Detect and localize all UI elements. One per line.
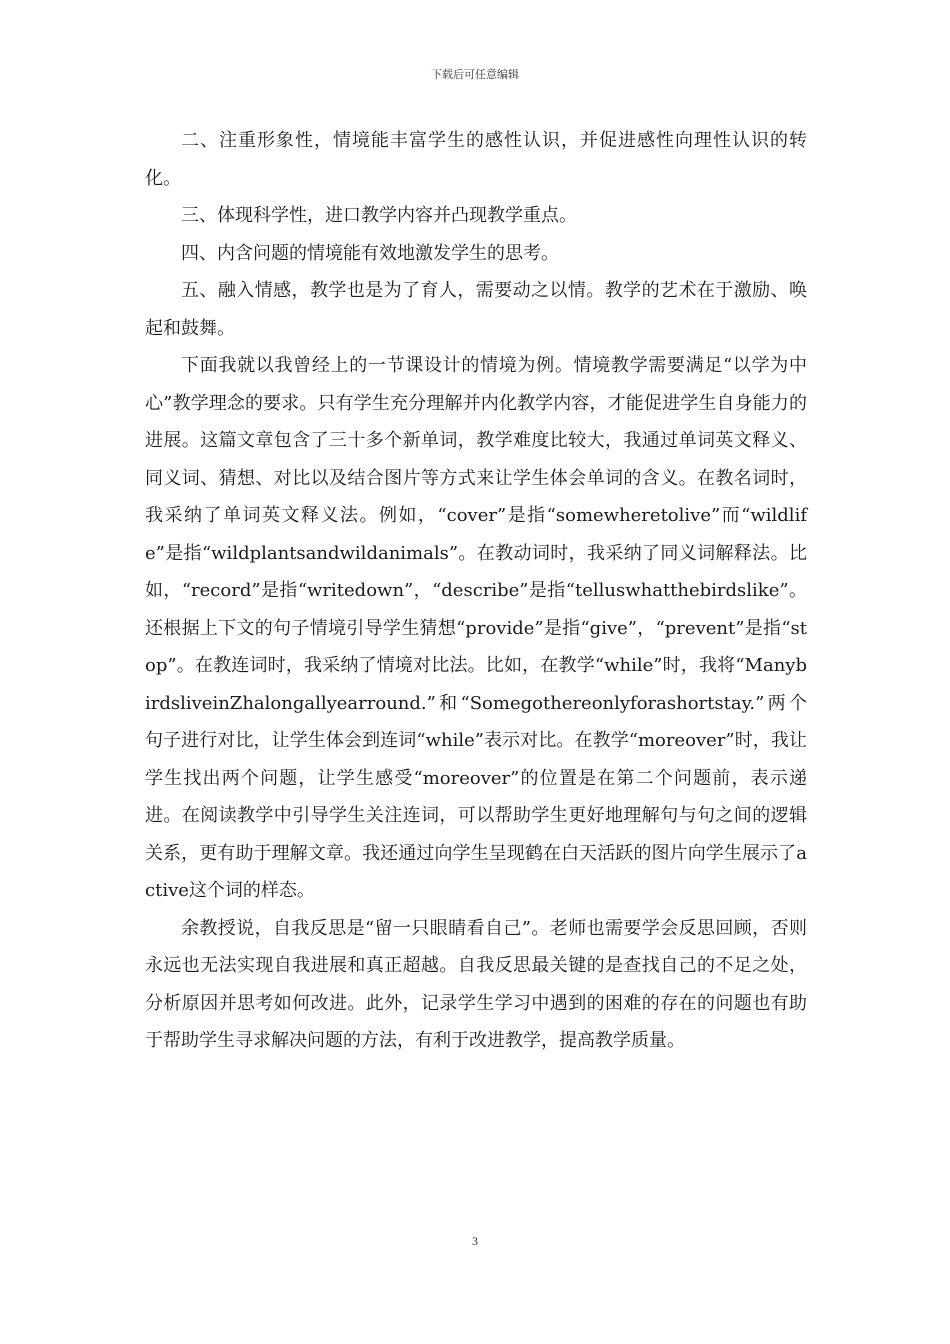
page-number: 3 — [472, 1234, 478, 1248]
paragraph-self-reflection: 余教授说，自我反思是“留一只眼睛看自己”。老师也需要学会反思回顾，否则永远也无法实现自我进展和真正超越。自我反思最关键的是查找自己的不足之处，分析原因并思考如何改进。此外，记录学生学习中遇到的困难的存在的问题也有助于帮助学生寻求解决问题的方法，有利于改进教学，提高教学质量。 — [145, 917, 807, 1051]
paragraph-point-four: 四、内含问题的情境能有效地激发学生的思考。 — [181, 242, 559, 264]
document-body — [145, 122, 807, 1060]
paragraph-point-two: 二、注重形象性，情境能丰富学生的感性认识，并促进感性向理性认识的转化。 — [145, 130, 807, 189]
paragraph-point-three: 三、体现科学性，进口教学内容并凸现教学重点。 — [181, 205, 577, 226]
paragraph-point-five: 五、融入情感，教学也是为了育人，需要动之以情。教学的艺术在于激励、唤起和鼓舞。 — [145, 280, 807, 339]
paragraph-lesson-example: 下面我就以我曾经上的一节课设计的情境为例。情境教学需要满足“以学为中心”教学理念的要求。只有学生充分理解并内化教学内容，才能促进学生自身能力的进展。这篇文章包含了三十多个新单词，教学难度比较大，我通过单词英文释义、同义词、猜想、对比以及结合图片等方式来让学生体会单词的含义。在教名词时，我采纳了单词英文释义法。例如，“cover”是指“somewheretolive”而“wildlife”是指“wildplantsandwildanimals”。在教动词时，我采纳了同义词解释法。比如，“record”是指“writedown”，“describe”是指“telluswhatthebirdslike”。还根据上下文的句子情境引导学生猜想“provide”是指“give”，“prevent”是指“stop”。在教连词时，我采纳了情境对比法。比如，在教学“while”时，我将“ManybirdsliveinZhalongallyearround.”和“Somegothereonlyforashortstay.”两个句子进行对比，让学生体会到连词“while”表示对比。在教学“moreover”时，我让学生找出两个问题，让学生感受“moreover”的位置是在第二个问题前，表示递进。在阅读教学中引导学生关注连词，可以帮助学生更好地理解句与句之间的逻辑关系，更有助于理解文章。我还通过向学生呈现鹤在白天活跃的图片向学生展示了active这个词的样态。 — [145, 355, 807, 901]
page-header: 下载后可任意编辑 — [431, 68, 519, 81]
